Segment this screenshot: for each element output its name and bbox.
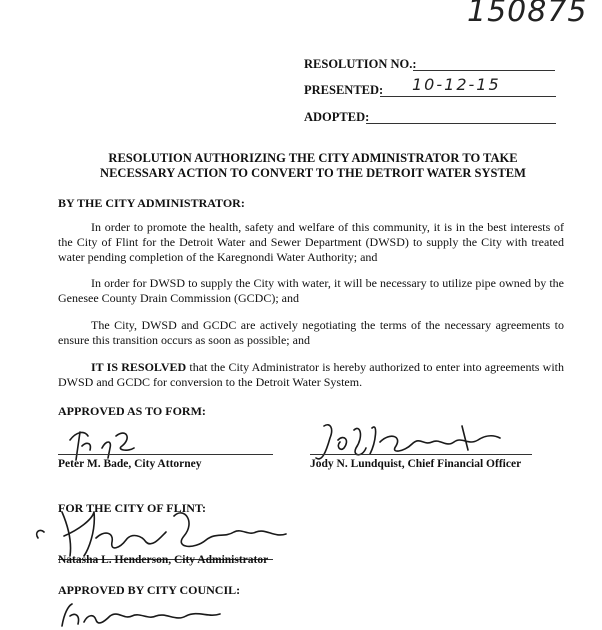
by-line: BY THE CITY ADMINISTRATOR:	[58, 196, 245, 210]
paragraph-4	[58, 360, 564, 390]
resolution-no-line	[413, 70, 555, 71]
title-line-2: NECESSARY ACTION TO CONVERT TO THE DETROIT WATER SYSTEM	[100, 166, 526, 180]
attorney-signature-line	[58, 454, 273, 455]
resolved-text: that the City Administrator is hereby authorized to enter into agreements with DWSD and GCDC for conversion to the Detroit Water System.	[58, 360, 564, 389]
paragraph-3: The City, DWSD and GCDC are actively negotiating the terms of the necessary agreements to ensure this transition occurs as soon as possible; and	[58, 318, 564, 347]
adopted-label: ADOPTED:	[304, 110, 370, 124]
approved-by-council-heading: APPROVED BY CITY COUNCIL:	[58, 583, 241, 597]
cfo-signature-line	[310, 454, 532, 455]
cfo-name: Jody N. Lundquist, Chief Financial Officer	[310, 458, 522, 470]
adopted-line	[366, 123, 556, 124]
presented-label: PRESENTED:	[304, 83, 384, 97]
resolution-no-label: RESOLUTION NO.:	[304, 57, 417, 71]
administrator-name: Natasha L. Henderson, City Administrator	[58, 554, 269, 566]
approved-as-to-form-heading: APPROVED AS TO FORM:	[58, 404, 206, 418]
resolved-phrase: IT IS RESOLVED	[91, 360, 187, 374]
council-signature	[58, 600, 258, 630]
paragraph-1: In order to promote the health, safety and welfare of this community, it is in the best interests of the City of Flint for the Detroit Water and Sewer Department (DWSD) to supply the City with treated water pending completion of the Karegnondi Water Authority; and	[58, 220, 564, 264]
cfo-signature	[312, 418, 532, 488]
for-the-city-heading: FOR THE CITY OF FLINT:	[58, 501, 207, 515]
title-line-1: RESOLUTION AUTHORIZING THE CITY ADMINISTRATOR TO TAKE	[108, 151, 518, 165]
presented-line	[380, 96, 556, 97]
paragraph-2: In order for DWSD to supply the City with water, it will be necessary to utilize pipe owned by the Genesee County Drain Commission (GCDC); and	[58, 276, 564, 305]
presented-date: 10-12-15	[412, 75, 501, 94]
document-number: 150875	[467, 0, 588, 29]
attorney-name: Peter M. Bade, City Attorney	[58, 458, 202, 470]
resolution-title	[60, 151, 566, 181]
